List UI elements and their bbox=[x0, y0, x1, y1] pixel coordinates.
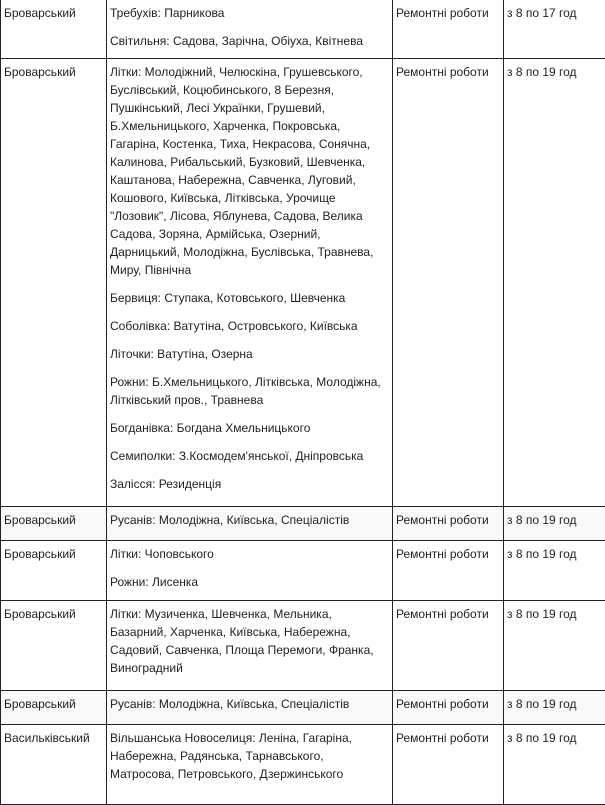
time-cell: з 8 по 19 год bbox=[504, 691, 605, 725]
places-cell bbox=[107, 601, 393, 691]
settlement-streets: Літки: Чоповського bbox=[110, 545, 389, 563]
time-cell: з 8 по 19 год bbox=[504, 541, 605, 601]
time-cell: з 8 по 17 год bbox=[504, 0, 605, 59]
settlement-streets: Рожни: Лисенка bbox=[110, 573, 389, 591]
table-row bbox=[1, 725, 605, 805]
work-type-cell: Ремонтні роботи bbox=[393, 601, 504, 691]
table-body bbox=[1, 0, 605, 805]
district-cell: Броварський bbox=[1, 601, 107, 691]
settlement-streets: Залісся: Резиденція bbox=[110, 475, 389, 493]
time-cell: з 8 по 19 год bbox=[504, 59, 605, 507]
settlement-streets: Семиполки: З.Космодем'янської, Дніпровська bbox=[110, 447, 389, 465]
settlement-streets: Русанів: Молодіжна, Київська, Спеціалістів bbox=[110, 695, 389, 713]
time-cell: з 8 по 19 год bbox=[504, 725, 605, 805]
places-cell bbox=[107, 59, 393, 507]
places-cell bbox=[107, 541, 393, 601]
settlement-streets: Світильня: Садова, Зарічна, Обіуха, Квітнева bbox=[110, 32, 389, 50]
time-cell: з 8 по 19 год bbox=[504, 601, 605, 691]
district-cell: Броварський bbox=[1, 541, 107, 601]
time-cell: з 8 по 19 год bbox=[504, 507, 605, 541]
district-cell: Васильківський bbox=[1, 725, 107, 805]
places-cell bbox=[107, 507, 393, 541]
settlement-streets: Требухів: Парникова bbox=[110, 4, 389, 22]
work-type-cell: Ремонтні роботи bbox=[393, 541, 504, 601]
settlement-streets: Русанів: Молодіжна, Київська, Спеціалістів bbox=[110, 511, 389, 529]
table-row bbox=[1, 601, 605, 691]
table-row bbox=[1, 59, 605, 507]
work-type-cell: Ремонтні роботи bbox=[393, 725, 504, 805]
district-cell: Броварський bbox=[1, 0, 107, 59]
table-row bbox=[1, 541, 605, 601]
places-cell bbox=[107, 725, 393, 805]
work-type-cell: Ремонтні роботи bbox=[393, 0, 504, 59]
settlement-streets: Літки: Молодіжний, Челюскіна, Грушевського, Буслівський, Коцюбинського, 8 Березня, Пушкінський, Лесі Українки, Грушевий, Б.Хмельницького, Харченка, Покровська, Гагаріна, Костенка, Тиха, Некрасова, Сонячна, Калинова, Рибальський, Бузковий, Шевченка, Каштанова, Набережна, Савченка, Луговий, Кошового, Київська, Літківська, Урочище "Лозовик", Лісова, Яблунева, Садова, Велика Садова, Зоряна, Армійська, Озерний, Дарницький, Молодіжна, Буслівська, Травнева, Миру, Північна bbox=[110, 63, 389, 279]
settlement-streets: Бервиця: Ступака, Котовського, Шевченка bbox=[110, 289, 389, 307]
settlement-streets: Вільшанська Новоселиця: Леніна, Гагаріна, Набережна, Радянська, Тарнавського, Матросова, Петровського, Дзержинського bbox=[110, 729, 389, 783]
settlement-streets: Рожни: Б.Хмельницького, Літківська, Молодіжна, Літківський пров., Травнева bbox=[110, 373, 389, 409]
places-cell bbox=[107, 0, 393, 59]
places-cell bbox=[107, 691, 393, 725]
settlement-streets: Літки: Музиченка, Шевченка, Мельника, Базарний, Харченка, Київська, Набережна, Садовий, Савченка, Площа Перемоги, Франка, Виноградний bbox=[110, 605, 389, 677]
work-type-cell: Ремонтні роботи bbox=[393, 59, 504, 507]
settlement-streets: Літочки: Ватутіна, Озерна bbox=[110, 345, 389, 363]
table-row bbox=[1, 691, 605, 725]
district-cell: Броварський bbox=[1, 507, 107, 541]
district-cell: Броварський bbox=[1, 59, 107, 507]
settlement-streets: Соболівка: Ватутіна, Островського, Київська bbox=[110, 317, 389, 335]
work-type-cell: Ремонтні роботи bbox=[393, 507, 504, 541]
district-cell: Броварський bbox=[1, 691, 107, 725]
settlement-streets: Богданівка: Богдана Хмельницького bbox=[110, 419, 389, 437]
table-row bbox=[1, 0, 605, 59]
table-row bbox=[1, 507, 605, 541]
work-type-cell: Ремонтні роботи bbox=[393, 691, 504, 725]
